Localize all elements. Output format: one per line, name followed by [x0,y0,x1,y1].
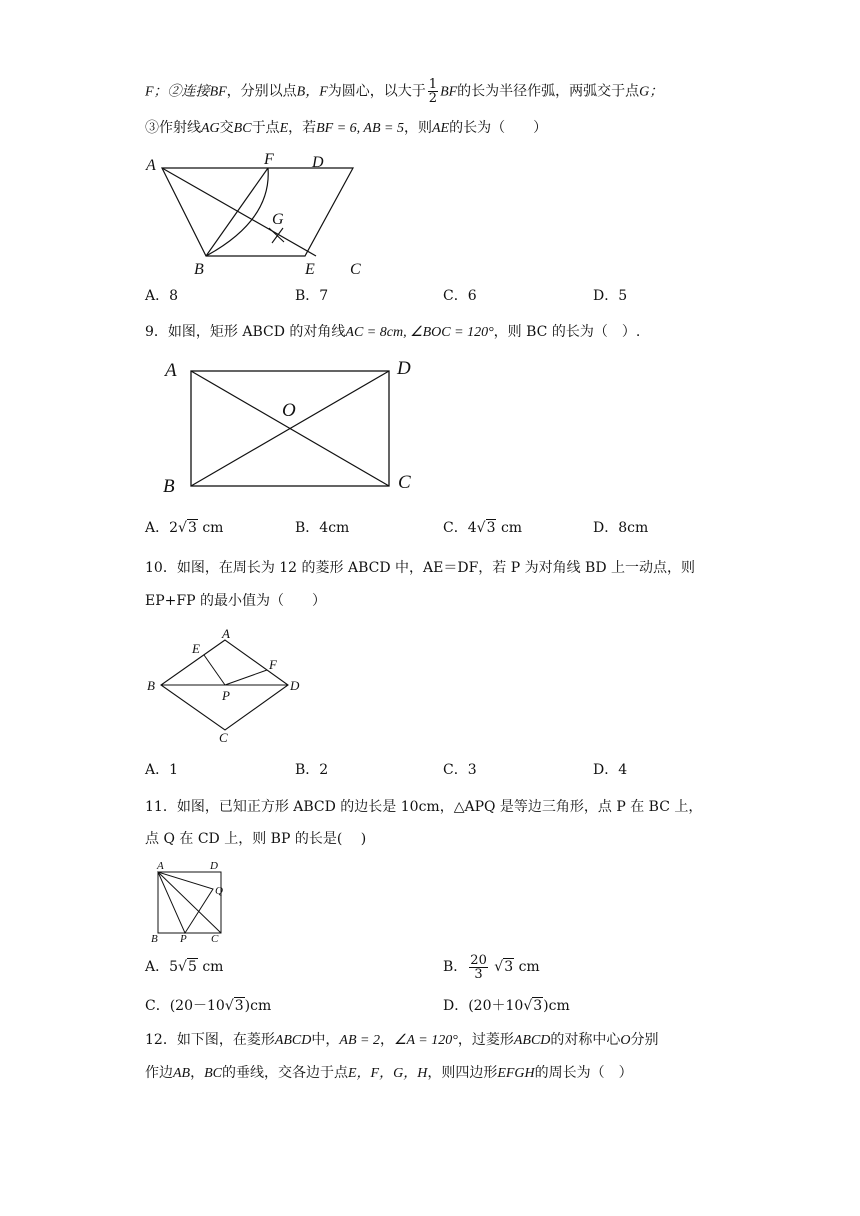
q11-option-c[interactable]: C．(20－10√3)cm [145,998,272,1014]
label-p: P [222,688,230,703]
label-a: A [146,157,156,174]
q8-options [145,286,835,306]
label-c: C [350,261,361,278]
label-f: F [269,657,277,672]
q8-option-a[interactable]: A．8 [145,288,179,304]
label-p: P [180,933,187,945]
label-a: A [222,626,230,641]
q11-options-row1 [145,952,835,982]
sqrt-symbol: √3 [224,998,244,1014]
label-q: Q [215,885,223,897]
sqrt-symbol: √5 [178,959,197,975]
label-e: E [305,261,315,278]
label-b: B [147,678,155,693]
q8-text-line2: ③作射线AG交BC于点E，若BF = 6, AB = 5，则AE的长为（ ） [145,120,548,136]
q10-option-d[interactable]: D．4 [593,762,628,778]
q8-text-line1: F；②连接BF，分别以点B，F为圆心，以大于 $\frac{1}{2}$ BF的长为半径作弧，两弧交于点G； [145,77,664,106]
q8-option-b[interactable]: B．7 [295,288,329,304]
label-a: A [165,360,177,381]
label-b: B [163,476,175,497]
label-o: O [282,400,296,421]
q11-option-a[interactable]: A．5√5 cm [145,959,224,975]
label-c: C [211,933,219,945]
label-d: D [312,154,324,171]
q10-text-line2: EP+FP 的最小值为（ ） [145,593,326,609]
label-a: A [157,860,164,872]
q10-option-c[interactable]: C．3 [443,762,477,778]
intersecting-arcs-g [269,228,284,243]
q11-text-line2: 点 Q 在 CD 上，则 BP 的长是( ) [145,831,367,847]
q9-option-c[interactable]: C．4√3 cm [443,520,523,536]
label-f: F [264,151,274,168]
label-b: B [151,933,158,945]
label-e: E [192,641,200,656]
q8-option-d[interactable]: D．5 [593,288,628,304]
label-c: C [398,472,411,493]
fraction-half: $\frac{1}{2}$ [428,77,438,106]
label-d: D [397,358,411,379]
q9-option-b[interactable]: B．4cm [295,520,350,536]
segment-pf [225,670,267,685]
q11-option-d[interactable]: D．(20＋10√3)cm [443,998,570,1014]
sqrt-symbol: √3 [494,959,514,975]
q9-text: 9．如图，矩形 ABCD 的对角线AC = 8cm, ∠BOC = 120°，则 BC 的长为（ ）. [145,324,641,340]
q8-parallelogram-figure [140,148,380,278]
segment-bf [206,168,268,256]
q11-text-line1: 11．如图，已知正方形 ABCD 的边长是 10cm，△APQ 是等边三角形，点 P 在 BC 上， [145,799,703,815]
label-d: D [210,860,218,872]
q9-option-d[interactable]: D．8cm [593,520,649,536]
q10-option-b[interactable]: B．2 [295,762,329,778]
label-b: B [194,261,204,278]
q10-rhombus-figure [145,626,315,746]
q9-rectangle-figure [160,356,430,496]
diagonal-ac [158,872,221,933]
q9-options [145,518,835,538]
sqrt-symbol: √3 [178,520,197,536]
segment-ep [204,655,225,685]
q9-option-a[interactable]: A．2√3 cm [145,520,224,536]
q8-option-c[interactable]: C．6 [443,288,477,304]
q11-option-b[interactable]: B． $\frac{20}{3}$ √3 cm [443,947,540,987]
sqrt-symbol: √3 [523,998,543,1014]
label-d: D [290,678,300,693]
q12-text-line1: 12．如下图，在菱形ABCD中，AB = 2，∠A = 120°，过菱形ABCD的对称中心O分别 [145,1032,659,1048]
fraction-twenty-thirds: $\frac{20}{3}$ [470,952,487,982]
label-g: G [272,211,284,228]
label-c: C [219,730,228,745]
q10-text-line1: 10．如图，在周长为 12 的菱形 ABCD 中，AE＝DF，若 P 为对角线 BD 上一动点，则 [145,560,696,576]
ray-ag [162,168,316,256]
q11-options-row2 [145,996,835,1016]
q12-text-line2: 作边AB，BC的垂线，交各边于点E，F，G，H，则四边形EFGH的周长为（ ） [145,1065,633,1081]
sqrt-symbol: √3 [476,520,496,536]
q10-options [145,760,835,780]
q10-option-a[interactable]: A．1 [145,762,179,778]
triangle-apq [158,872,213,933]
q11-square-figure [148,858,248,945]
